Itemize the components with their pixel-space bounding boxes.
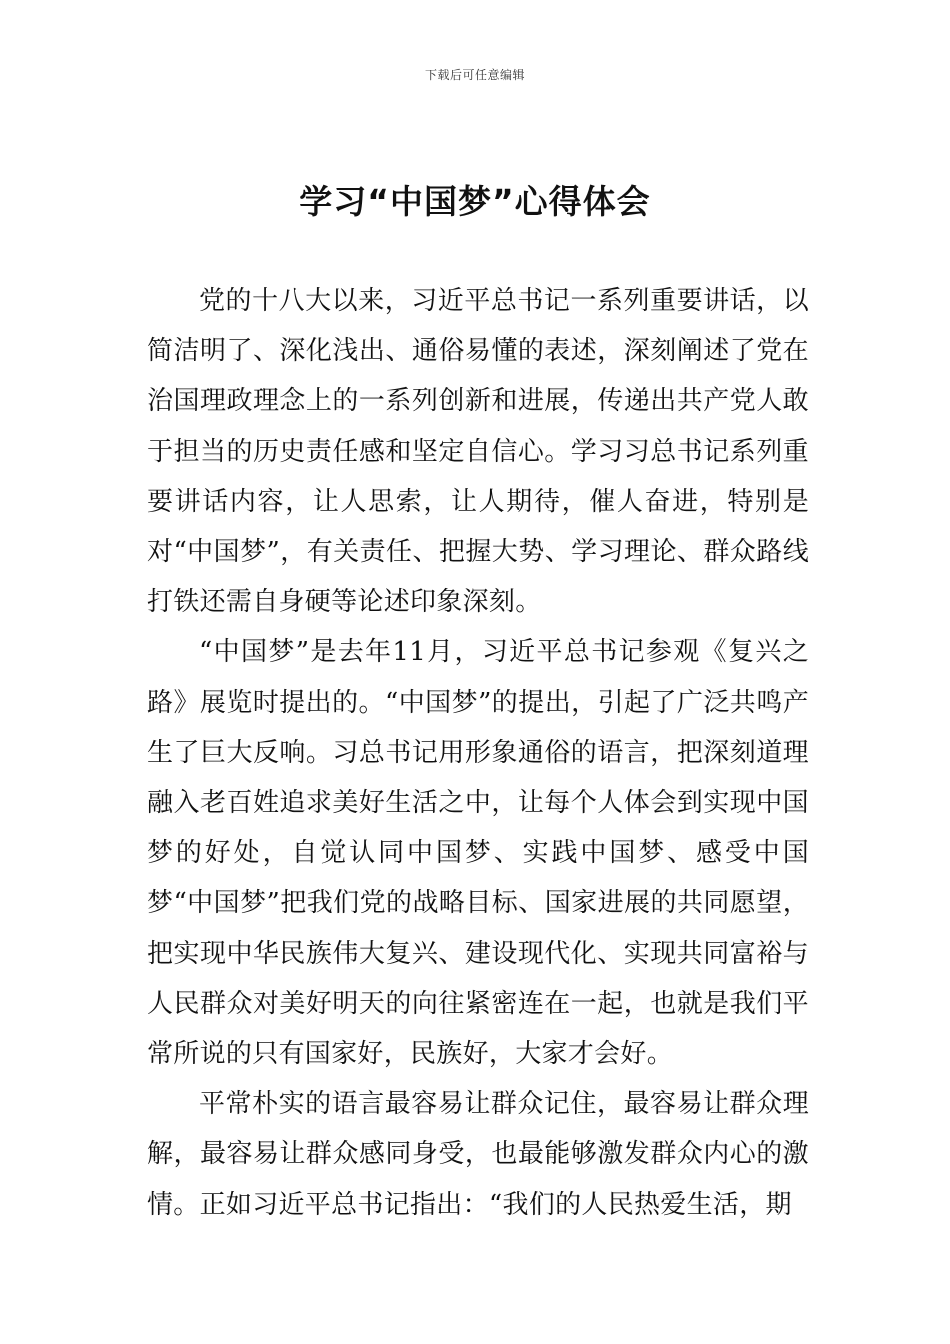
page-header: 下载后可任意编辑 — [424, 68, 525, 82]
document-body — [147, 276, 809, 1230]
paragraph-1: 党的十八大以来，习近平总书记一系列重要讲话，以简洁明了、深化浅出、通俗易懂的表述，深刻阐述了党在治国理政理念上的一系列创新和进展，传递出共产党人敢于担当的历史责任感和坚定自信心。学习习总书记系列重要讲话内容，让人思索，让人期待，催人奋进，特别是对“中国梦”，有关责任、把握大势、学习理论、群众路线打铁还需自身硬等论述印象深刻。 — [147, 286, 809, 618]
document-title: 学习“中国梦”心得体会 — [299, 182, 651, 221]
paragraph-3: 平常朴实的语言最容易让群众记住，最容易让群众理解，最容易让群众感同身受，也最能够激发群众内心的激情。正如习近平总书记指出：“我们的人民热爱生活，期 — [147, 1089, 809, 1220]
paragraph-2: “中国梦”是去年11月，习近平总书记参观《复兴之路》展览时提出的。“中国梦”的提出，引起了广泛共鸣产生了巨大反响。习总书记用形象通俗的语言，把深刻道理融入老百姓追求美好生活之中，让每个人体会到实现中国梦的好处，自觉认同中国梦、实践中国梦、感受中国梦“中国梦”把我们党的战略目标、国家进展的共同愿望，把实现中华民族伟大复兴、建设现代化、实现共同富裕与人民群众对美好明天的向往紧密连在一起，也就是我们平常所说的只有国家好，民族好，大家才会好。 — [147, 637, 809, 1070]
